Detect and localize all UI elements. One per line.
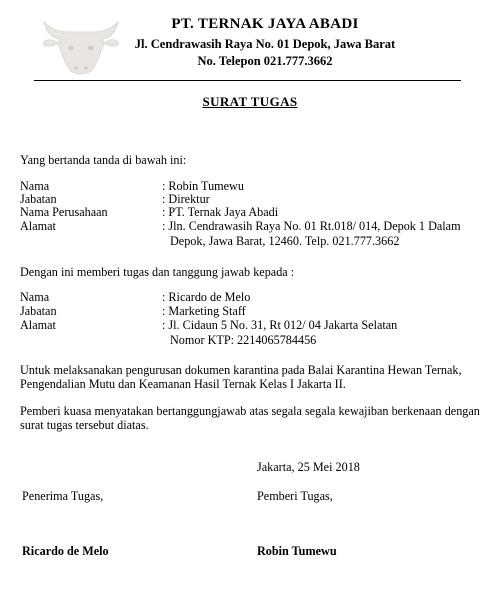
signer-alamat-label: Alamat (20, 219, 56, 233)
place-date: Jakarta, 25 Mei 2018 (257, 460, 360, 474)
company-address: Jl. Cendrawasih Raya No. 01 Depok, Jawa Barat (134, 37, 396, 51)
paragraph-2-line-1: Pemberi kuasa menyatakan bertanggungjawab atas segala segala kewajiban berkenaan dengan (20, 404, 480, 418)
company-phone: No. Telepon 021.777.3662 (197, 54, 333, 68)
assignee-jabatan-value: : Marketing Staff (162, 304, 246, 318)
giver-label: Pemberi Tugas, (257, 489, 333, 503)
receiver-name: Ricardo de Melo (22, 544, 109, 558)
assignee-jabatan-label: Jabatan (20, 304, 57, 318)
document-title: SURAT TUGAS (202, 94, 298, 109)
assignee-nama-label: Nama (20, 290, 50, 304)
signer-alamat-value-line2: Depok, Jawa Barat, 12460. Telp. 021.777.3662 (170, 234, 400, 248)
signer-alamat-value-line1: : Jln. Cendrawasih Raya No. 01 Rt.018/ 014, Depok 1 Dalam (162, 219, 461, 233)
assignee-alamat-value-line1: : Jl. Cidaun 5 No. 31, Rt 012/ 04 Jakarta Selatan (162, 318, 398, 332)
signer-nama-value: : Robin Tumewu (162, 179, 244, 193)
signer-jabatan-label: Jabatan (20, 192, 57, 206)
paragraph-1-line-1: Untuk melaksanakan pengurusan dokumen karantina pada Balai Karantina Hewan Ternak, (20, 363, 462, 377)
paragraph-2-line-2: surat tugas tersebut diatas. (20, 418, 149, 432)
signer-jabatan-value: : Direktur (162, 192, 210, 206)
signer-nama-label: Nama (20, 179, 50, 193)
assignee-nama-value: : Ricardo de Melo (162, 290, 251, 304)
paragraph-1-line-2: Pengendalian Mutu dan Keamanan Hasil Ternak Kelas I Jakarta II. (20, 377, 346, 391)
giver-name: Robin Tumewu (257, 544, 337, 558)
assignee-alamat-label: Alamat (20, 318, 56, 332)
assignee-alamat-value-line2: Nomor KTP: 2214065784456 (170, 333, 317, 347)
receiver-label: Penerima Tugas, (22, 489, 104, 503)
header-divider (34, 80, 461, 81)
signer-perusahaan-value: : PT. Ternak Jaya Abadi (162, 205, 279, 219)
assign-intro-text: Dengan ini memberi tugas dan tanggung jawab kepada : (20, 265, 295, 279)
signer-perusahaan-label: Nama Perusahaan (20, 205, 108, 219)
intro-text: Yang bertanda tanda di bawah ini: (20, 153, 187, 167)
company-name: PT. TERNAK JAYA ABADI (171, 16, 359, 32)
